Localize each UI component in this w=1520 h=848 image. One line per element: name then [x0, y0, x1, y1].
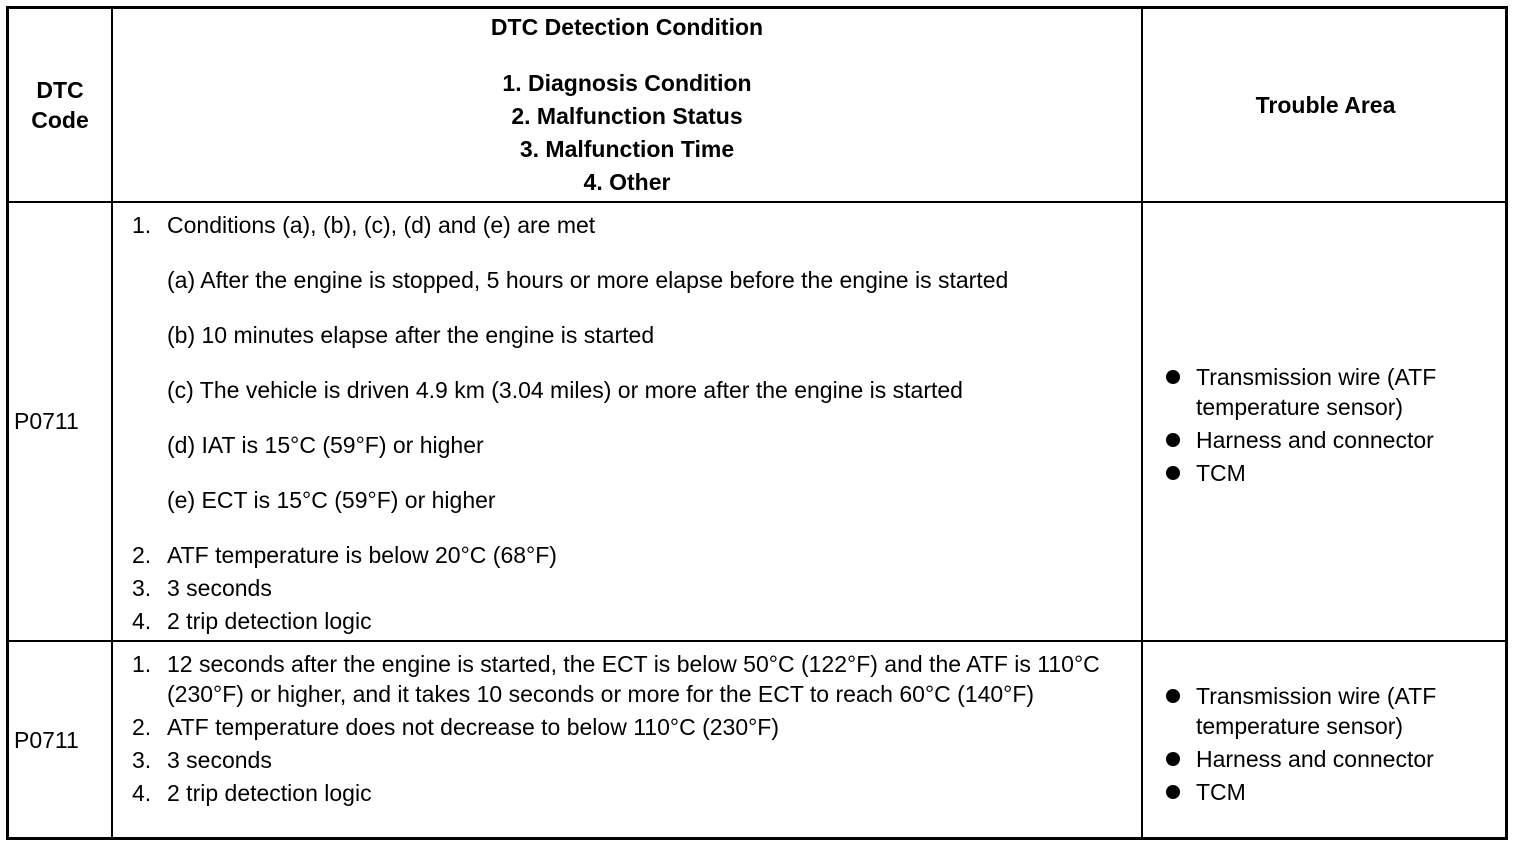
condition-line: 2. ATF temperature does not decrease to below 110°C (230°F): [132, 714, 780, 740]
condition-line: 3. 3 seconds: [132, 575, 272, 601]
condition-line: 2. ATF temperature is below 20°C (68°F): [132, 542, 557, 568]
condition-subline: (d) IAT is 15°C (59°F) or higher: [167, 432, 484, 458]
dtc-code-cell: P0711: [14, 727, 79, 753]
trouble-item: Harness and connector: [1166, 744, 1466, 774]
bullet-icon: [1166, 689, 1180, 703]
column-divider: [1141, 9, 1143, 837]
header-condition-title: DTC Detection Condition: [490, 14, 764, 40]
condition-line: 4. 2 trip detection logic: [132, 608, 372, 634]
header-condition-item: 4. Other: [583, 169, 671, 195]
header-dtc-code: DTC Code: [31, 77, 89, 133]
condition-subline: (c) The vehicle is driven 4.9 km (3.04 miles) or more after the engine is started: [167, 377, 963, 403]
header-condition-item: 2. Malfunction Status: [511, 103, 743, 129]
dtc-code-cell: P0711: [14, 408, 79, 434]
trouble-item: TCM: [1166, 777, 1466, 807]
condition-line: 3. 3 seconds: [132, 747, 272, 773]
header-detection-condition: [113, 12, 1141, 199]
bullet-icon: [1166, 785, 1180, 799]
condition-subline: (e) ECT is 15°C (59°F) or higher: [167, 487, 496, 513]
dtc-table: [6, 6, 1508, 840]
row-divider: [9, 201, 1505, 203]
trouble-area-cell: [1166, 362, 1466, 488]
condition-subline: (a) After the engine is stopped, 5 hours or more elapse before the engine is started: [167, 267, 1009, 293]
bullet-icon: [1166, 752, 1180, 766]
header-trouble-area: Trouble Area: [1255, 92, 1396, 118]
bullet-icon: [1166, 433, 1180, 447]
trouble-item: Harness and connector: [1166, 425, 1466, 455]
condition-line: 1. 12 seconds after the engine is started, the ECT is below 50°C (122°F) and the ATF is 110°C (230°F) or higher, and it takes 10 seconds or more for the ECT to reach 60°C (140°F): [132, 651, 1100, 707]
trouble-item: Transmission wire (ATF temperature sensor): [1166, 681, 1466, 741]
bullet-icon: [1166, 370, 1180, 384]
condition-cell: [132, 210, 1008, 639]
trouble-area-cell: [1166, 681, 1466, 807]
condition-line: 4. 2 trip detection logic: [132, 780, 372, 806]
condition-line: 1. Conditions (a), (b), (c), (d) and (e) are met: [132, 212, 596, 238]
condition-cell: [132, 649, 1132, 811]
header-condition-item: 3. Malfunction Time: [519, 136, 735, 162]
row-divider: [9, 640, 1505, 642]
condition-subline: (b) 10 minutes elapse after the engine is started: [167, 322, 655, 348]
trouble-item: Transmission wire (ATF temperature sensor): [1166, 362, 1466, 422]
header-condition-item: 1. Diagnosis Condition: [502, 70, 752, 96]
trouble-item: TCM: [1166, 458, 1466, 488]
bullet-icon: [1166, 466, 1180, 480]
